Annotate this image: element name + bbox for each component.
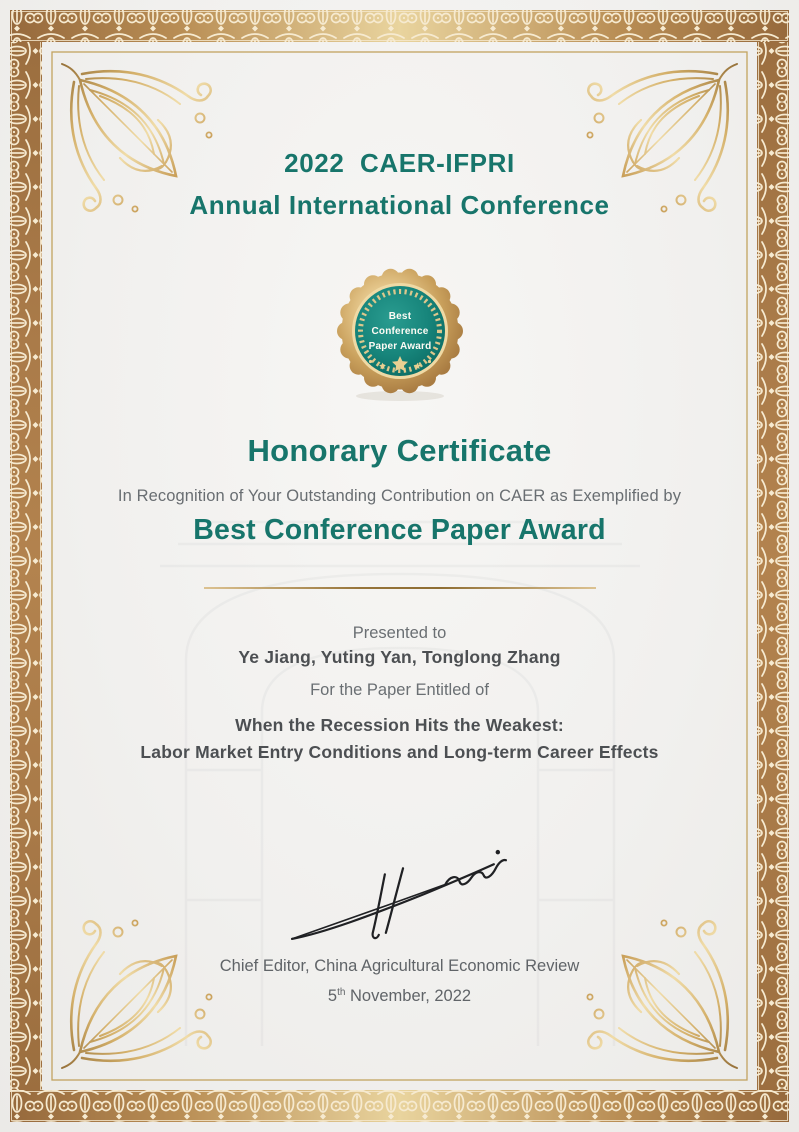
certificate-title: Honorary Certificate bbox=[247, 433, 552, 468]
paper-title-line1: When the Recession Hits the Weakest: bbox=[235, 715, 564, 735]
signer-title: Chief Editor, China Agricultural Economic Review bbox=[219, 957, 580, 975]
recipient-names: Ye Jiang, Yuting Yan, Tonglong Zhang bbox=[238, 647, 561, 667]
signature bbox=[286, 840, 518, 946]
badge-text-line3: Paper Award bbox=[368, 341, 431, 352]
paper-entitled-label: For the Paper Entitled of bbox=[310, 681, 489, 699]
paper-title-line2: Labor Market Entry Conditions and Long-term Career Effects bbox=[140, 742, 659, 762]
badge-text-line1: Best bbox=[388, 311, 411, 322]
certificate-date bbox=[0, 987, 799, 1006]
recognition-line: In Recognition of Your Outstanding Contribution on CAER as Exemplified by bbox=[117, 487, 682, 505]
paper-title bbox=[0, 712, 799, 766]
date-day: 5 bbox=[327, 987, 338, 1005]
award-name: Best Conference Paper Award bbox=[193, 514, 606, 546]
conference-title-line2: Annual International Conference bbox=[189, 190, 610, 220]
gold-divider-line bbox=[204, 587, 596, 589]
date-ordinal-suffix: th bbox=[337, 987, 346, 998]
medal-shadow bbox=[356, 391, 444, 401]
award-medal-seal bbox=[330, 257, 470, 407]
presented-to-label: Presented to bbox=[352, 624, 447, 642]
conference-title-line1: 2022 CAER-IFPRI bbox=[284, 148, 515, 178]
badge-text-line2: Conference bbox=[370, 326, 429, 337]
date-rest: November, 2022 bbox=[345, 987, 472, 1005]
